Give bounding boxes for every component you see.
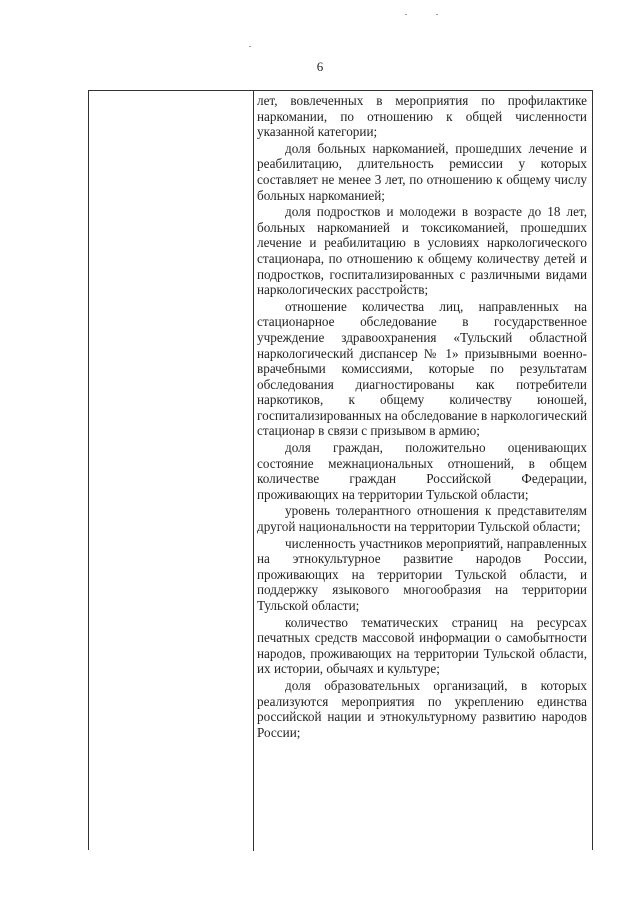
page-number: 6 bbox=[316, 59, 324, 74]
scan-speck bbox=[249, 46, 251, 47]
table-column-divider bbox=[253, 91, 254, 851]
scan-speck bbox=[405, 14, 407, 15]
paragraph: количество тематических страниц на ресурсах печатных средств массовой информации о самобытности народов, проживающих на территории Тульской области, их истории, обычаях и культуре; bbox=[257, 614, 587, 677]
paragraph: доля граждан, положительно оценивающих состояние межнациональных отношений, в общем количестве граждан Российской Федерации, проживающих на территории Тульской области; bbox=[257, 440, 587, 502]
paragraph: отношение количества лиц, направленных на стационарное обследование в государственное учреждение здравоохранения «Тульский областной наркологический диспансер № 1» призывными военно-врачебными комиссиями, которые по результатам обследования диагностированы как потребители наркотиков, к общему количеству юношей, госпитализированных на обследование в наркологический стационар в связи с призывом в армию; bbox=[257, 298, 587, 439]
paragraph: доля подростков и молодежи в возрасте до 18 лет, больных наркоманией и токсикоманией, прошедших лечение и реабилитацию в условиях наркологического стационара, по отношению к общему количеству детей и подростков, госпитализированных с различными видами наркологических расстройств; bbox=[257, 204, 587, 298]
table-content-cell bbox=[257, 93, 587, 741]
document-table bbox=[88, 90, 593, 850]
scan-speck bbox=[436, 14, 438, 15]
paragraph: уровень толерантного отношения к представителям другой национальности на территории Тульской области; bbox=[257, 503, 587, 535]
paragraph: лет, вовлеченных в мероприятия по профилактике наркомании, по отношению к общей численности указанной категории; bbox=[257, 93, 587, 140]
paragraph: доля больных наркоманией, прошедших лечение и реабилитацию, длительность ремиссии у которых составляет не менее 3 лет, по отношению к общему числу больных наркоманией; bbox=[257, 140, 587, 203]
paragraph: доля образовательных организаций, в которых реализуются мероприятия по укреплению единства российской нации и этнокультурному развитию народов России; bbox=[257, 677, 587, 740]
paragraph: численность участников мероприятий, направленных на этнокультурное развитие народов России, проживающих на территории Тульской области, и поддержку языкового многообразия на территории Тульской области; bbox=[257, 535, 587, 613]
